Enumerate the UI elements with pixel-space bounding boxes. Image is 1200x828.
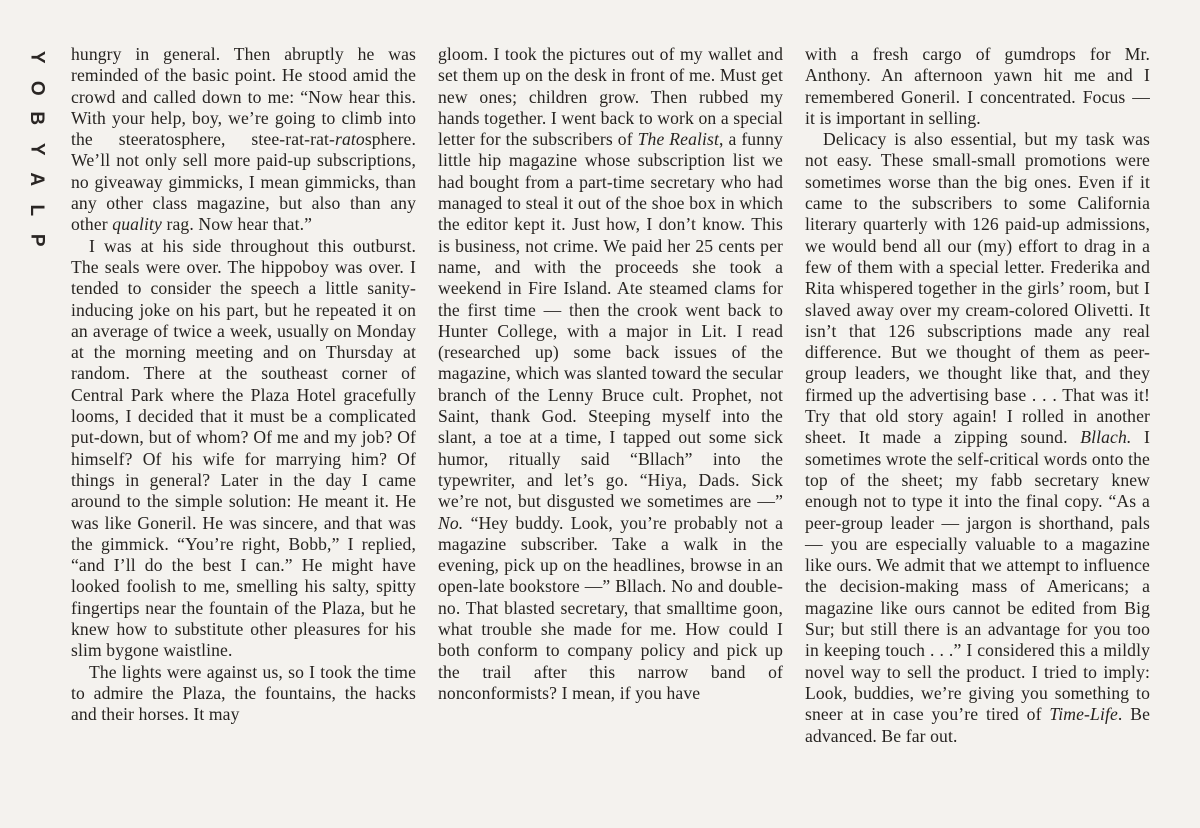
running-head-letter: B — [26, 111, 48, 126]
running-head-letter: Y — [26, 50, 48, 64]
italic-text: Time-Life — [1049, 704, 1118, 725]
running-head — [26, 42, 46, 256]
text-run: sphere. We’ll not only sell more paid-up subscriptions, no giveaway gimmicks, I mean gimmicks, than any other class magazine, but also than any other — [71, 129, 416, 235]
text-run: hungry in general. Then abruptly he was reminded of the basic point. He stood amid the crowd and called down to me: “Now hear this. With your help, boy, we’re going to climb into the steeratosphere, stee-rat-rat- — [71, 44, 416, 150]
text-column-3 — [805, 44, 1150, 747]
text-run: “Hey buddy. Look, you’re probably not a magazine subscriber. Take a walk in the evening, pick up on the headlines, browse in an open-late bookstore —” Bllach. No and double-no. That blasted secretary, that smalltime goon, what trouble she made for me. How could I both conform to company policy and pick up the trail after this narrow band of nonconformists? I mean, if you have — [438, 512, 783, 703]
running-head-letter: A — [26, 172, 48, 187]
italic-text: rato — [335, 129, 365, 150]
text-column-2 — [438, 44, 783, 704]
paragraph — [805, 44, 1150, 129]
paragraph — [805, 129, 1150, 747]
text-run: rag. Now hear that.” — [162, 214, 313, 235]
paragraph — [438, 44, 783, 704]
text-run: The lights were against us, so I took the time to admire the Plaza, the fountains, the hacks and their horses. It may — [71, 661, 416, 725]
text-run: with a fresh cargo of gumdrops for Mr. Anthony. An afternoon yawn hit me and I remembered Goneril. I concentrated. Focus — it is important in selling. — [805, 44, 1150, 128]
running-head-letter: P — [26, 233, 48, 247]
italic-text: No. — [438, 512, 464, 533]
paragraph — [71, 236, 416, 662]
italic-text: Bllach. — [1080, 427, 1132, 448]
text-run: . Be advanced. Be far out. — [805, 704, 1150, 746]
text-run: gloom. I took the pictures out of my wallet and set them up on the desk in front of me. Must get new ones; children grow. Then rubbed my hands together. I went back to work on a special letter for the subscribers of — [438, 44, 783, 150]
running-head-letter: L — [26, 203, 48, 216]
text-run: I sometimes wrote the self-critical words onto the top of the sheet; my fabb secretary knew enough not to type it into the final copy. “As a peer-group leader — jargon is shorthand, pals — you are especially valuable to a magazine like ours. We admit that we attempt to influence the decision-making mass of Americans; a magazine like ours cannot be edited from Big Sur; but still there is an advantage for you too in keeping touch . . .” I considered this a mildly novel way to sell the product. I tried to imply: Look, buddies, we’re giving you something to sneer at in case you’re tired of — [805, 427, 1151, 725]
paragraph — [71, 44, 416, 236]
italic-text: quality — [112, 214, 162, 235]
italic-text: The Realist — [637, 129, 720, 150]
text-run: , a funny little hip magazine whose subscription list we had bought from a part-time secretary who had managed to steal it out of the shoe box in which the editor kept it. Just how, I don’t know. This is business, not crime. We paid her 25 cents per name, and with the proceeds she took a weekend in Fire Island. Ate steamed clams for the first time — then the crook went back to Hunter College, with a major in Lit. I read (researched up) some back issues of the magazine, which was slanted toward the secular branch of the Lenny Bruce cult. Prophet, not Saint, thank God. Steeping myself into the slant, a toe at a time, I tapped out some sick humor, ritually said “Bllach” into the typewriter, and let’s go. “Hiya, Dads. Sick we’re not, but disgusted we sometimes are —” — [438, 129, 783, 512]
running-head-letter: O — [26, 80, 48, 96]
paragraph — [71, 662, 416, 726]
running-head-letter: Y — [26, 142, 48, 156]
text-run: Delicacy is also essential, but my task was not easy. These small-small promotions were sometimes worse than the big ones. Even if it came to the subscribers to some California literary quarterly with 126 paid-up admissions, we would bend all our (my) effort to drag in a few of them with a special letter. Frederika and Rita whispered together in the girls’ room, but I slaved away over my cream-colored Olivetti. It isn’t that 126 subscriptions made any real difference. But we thought of them as peer-group leaders, we thought like that, and they firmed up the advertising base . . . That was it! Try that old story again! I rolled in another sheet. It made a zipping sound. — [805, 129, 1150, 448]
text-column-1 — [71, 44, 416, 726]
text-run: I was at his side throughout this outburst. The seals were over. The hippoboy was over. I tended to consider the speech a little sanity-inducing joke on his part, but he repeated it on an average of twice a week, usually on Monday at the morning meeting and on Thursday at random. There at the southeast corner of Central Park where the Plaza Hotel gracefully looms, I decided that it must be a complicated put-down, but of whom? Of me and my job? Of himself? Of his wife for marrying him? Of things in general? Later in the day I came around to the simple solution: He meant it. He was like Goneril. He was sincere, and that was the gimmick. “You’re right, Bobb,” I replied, “and I’ll do the best I can.” He might have looked foolish to me, smelling his salty, spitty fingertips near the fountain of the Plaza, but he knew how to substitute other pleasures for his slim bygone waistline. — [71, 235, 416, 661]
